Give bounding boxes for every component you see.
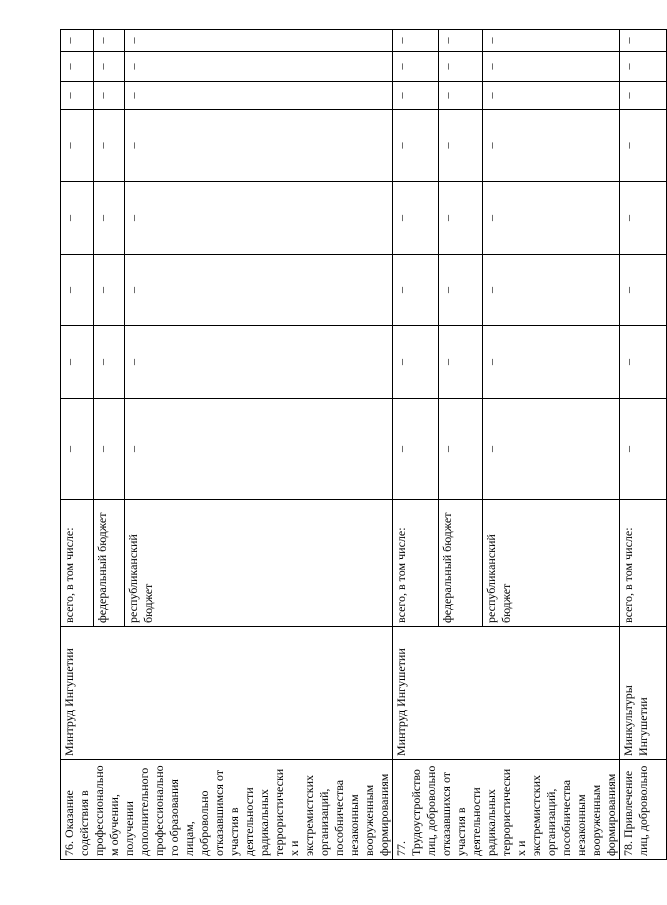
- value-cell: –: [125, 110, 393, 182]
- value-cell: –: [482, 182, 619, 255]
- value-cell: –: [61, 399, 94, 500]
- funding-source-cell: всего, в том числе:: [620, 500, 667, 627]
- funding-source-cell: федеральный бюджет: [439, 500, 482, 627]
- value-cell: –: [482, 52, 619, 82]
- value-cell: –: [393, 399, 439, 500]
- value-cell: –: [125, 82, 393, 110]
- value-cell: –: [93, 399, 125, 500]
- executor-cell: Минкультуры Ингушетии: [620, 627, 667, 760]
- value-cell: –: [125, 30, 393, 52]
- value-cell: –: [393, 326, 439, 399]
- value-cell: –: [61, 52, 94, 82]
- table-row: [393, 30, 439, 860]
- value-cell: –: [620, 30, 667, 52]
- measure-name-cell: 76. Оказание содействия в профессиональном обучении, получении дополнительного профессионального образования лицам, добровольно отказавшимся от участия в деятельности радикальных террористических и экстремистских организаций, пособничества незаконным вооруженным формированиям: [61, 760, 393, 860]
- funding-source-cell: федеральный бюджет: [93, 500, 125, 627]
- value-cell: –: [93, 30, 125, 52]
- value-cell: –: [61, 326, 94, 399]
- value-cell: –: [620, 110, 667, 182]
- value-cell: –: [439, 30, 482, 52]
- value-cell: –: [61, 82, 94, 110]
- value-cell: –: [482, 82, 619, 110]
- value-cell: –: [620, 399, 667, 500]
- executor-cell: Минтруд Ингушетии: [393, 627, 620, 760]
- value-cell: –: [439, 326, 482, 399]
- value-cell: –: [93, 182, 125, 255]
- value-cell: –: [620, 255, 667, 326]
- value-cell: –: [620, 82, 667, 110]
- rotated-page: [60, 30, 650, 860]
- value-cell: –: [620, 182, 667, 255]
- value-cell: –: [393, 182, 439, 255]
- value-cell: –: [125, 182, 393, 255]
- value-cell: –: [439, 255, 482, 326]
- value-cell: –: [393, 52, 439, 82]
- funding-source-cell: республиканский бюджет: [482, 500, 619, 627]
- value-cell: –: [93, 82, 125, 110]
- value-cell: –: [125, 52, 393, 82]
- value-cell: –: [125, 399, 393, 500]
- value-cell: –: [61, 110, 94, 182]
- funding-source-cell: всего, в том числе:: [393, 500, 439, 627]
- value-cell: –: [393, 110, 439, 182]
- value-cell: –: [93, 326, 125, 399]
- program-table: [60, 29, 667, 860]
- value-cell: –: [620, 326, 667, 399]
- value-cell: –: [482, 326, 619, 399]
- funding-source-cell: всего, в том числе:: [61, 500, 94, 627]
- value-cell: –: [93, 52, 125, 82]
- value-cell: –: [61, 182, 94, 255]
- value-cell: –: [439, 399, 482, 500]
- table-row: [620, 30, 667, 860]
- value-cell: –: [482, 399, 619, 500]
- value-cell: –: [482, 30, 619, 52]
- value-cell: –: [393, 82, 439, 110]
- value-cell: –: [439, 110, 482, 182]
- measure-name-cell: 78. Привлечение лиц, добровольно: [620, 760, 667, 860]
- value-cell: –: [93, 255, 125, 326]
- value-cell: –: [620, 52, 667, 82]
- table-row: [61, 30, 94, 860]
- measure-name-cell: 77. Трудоустройство лиц, добровольно отказавшихся от участия в деятельности радикальных террористических и экстремистских организаций, пособничества незаконным вооруженным формированиям: [393, 760, 620, 860]
- value-cell: –: [439, 52, 482, 82]
- value-cell: –: [125, 326, 393, 399]
- value-cell: –: [61, 30, 94, 52]
- value-cell: –: [93, 110, 125, 182]
- value-cell: –: [61, 255, 94, 326]
- value-cell: –: [393, 30, 439, 52]
- funding-source-cell: республиканский бюджет: [125, 500, 393, 627]
- value-cell: –: [393, 255, 439, 326]
- value-cell: –: [439, 182, 482, 255]
- executor-cell: Минтруд Ингушетии: [61, 627, 393, 760]
- value-cell: –: [482, 255, 619, 326]
- value-cell: –: [125, 255, 393, 326]
- value-cell: –: [439, 82, 482, 110]
- value-cell: –: [482, 110, 619, 182]
